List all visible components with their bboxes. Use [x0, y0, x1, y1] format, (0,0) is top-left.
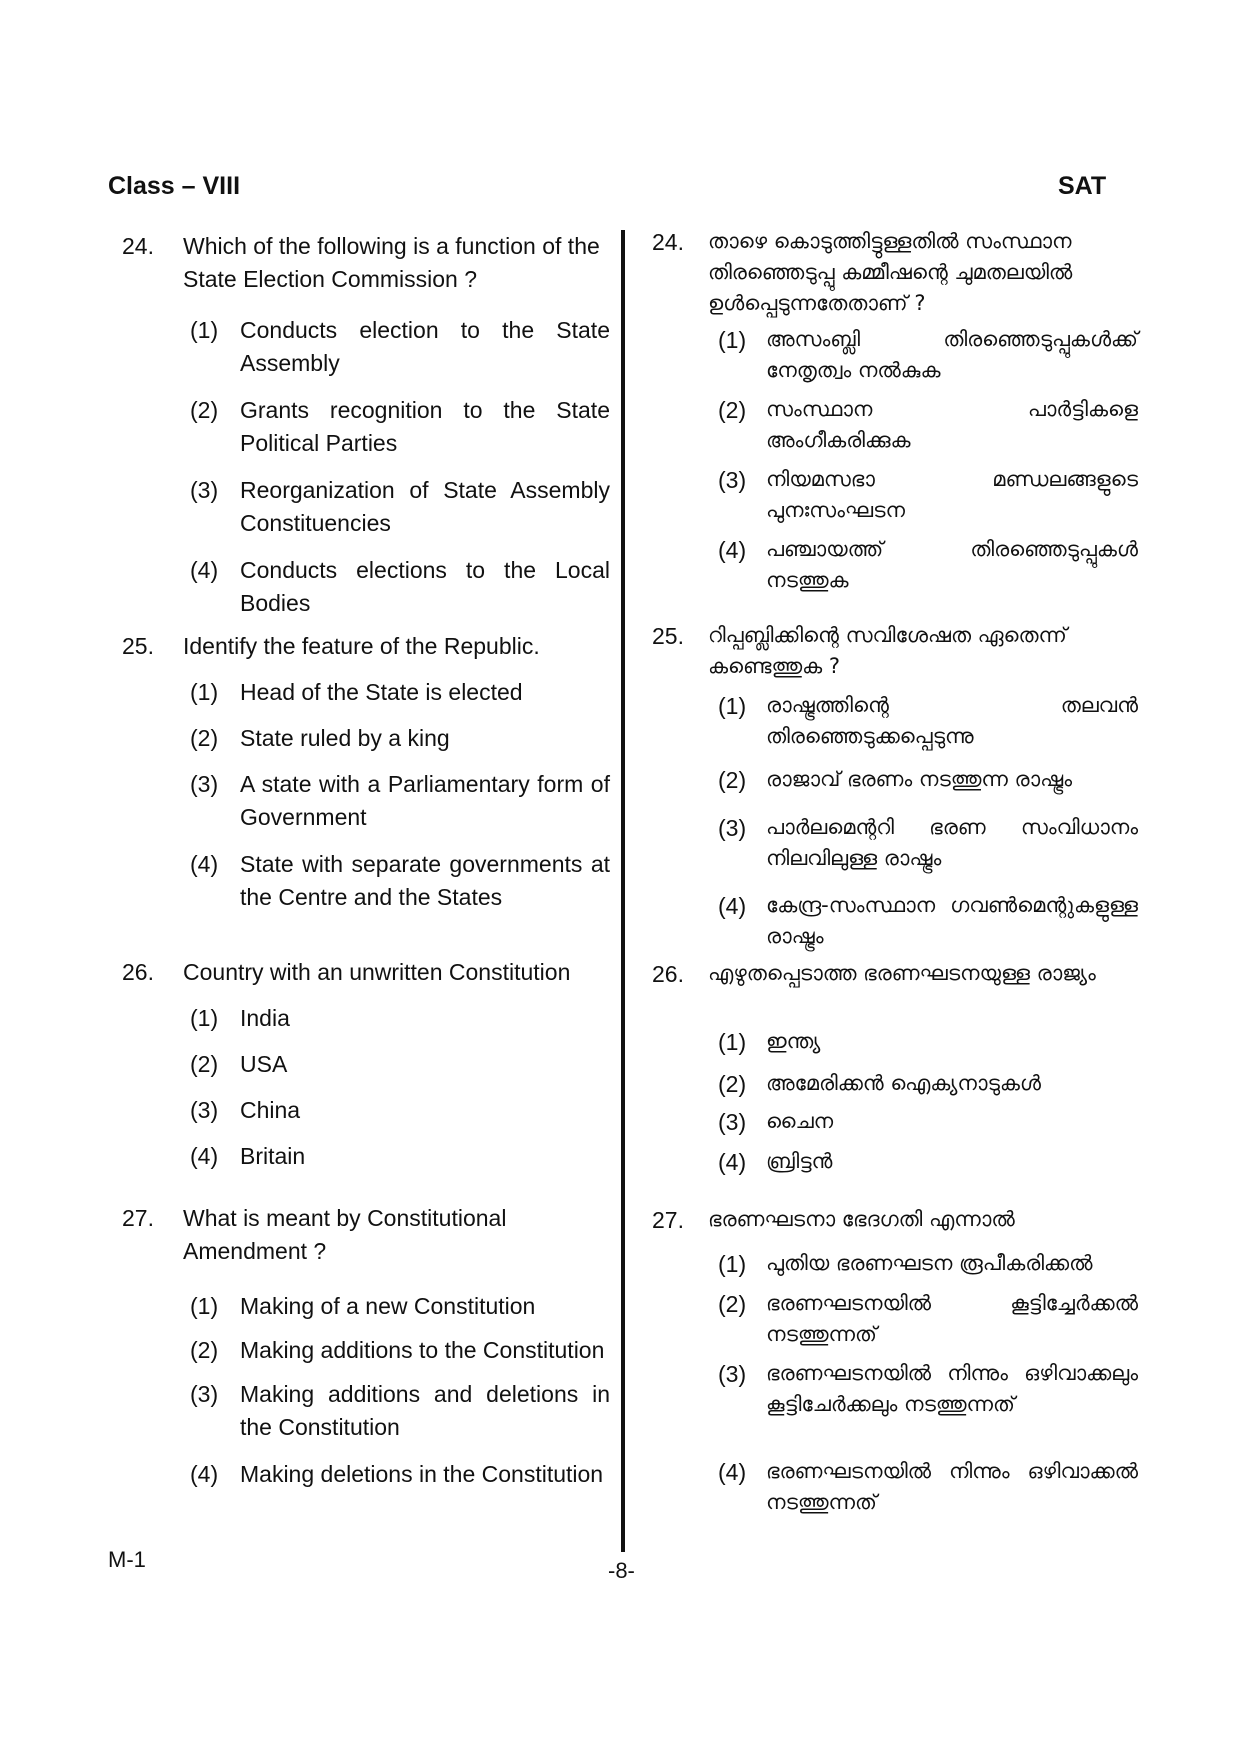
question-text: എഴുതപ്പെടാത്ത ഭരണഘടനയുള്ള രാജ്യം: [708, 961, 1096, 985]
option-number: (3): [190, 1381, 219, 1407]
option-number: (3): [190, 477, 219, 503]
footer-code: M-1: [108, 1547, 146, 1572]
option-number: (1): [190, 1293, 219, 1319]
option-text: അമേരിക്കൻ ഐക്യനാടുകൾ: [766, 1071, 1041, 1095]
question-number: 24.: [122, 233, 154, 259]
option-text: പാർലമെന്ററി ഭരണ സംവിധാനം നിലവിലുള്ള രാഷ്ട്രം: [766, 815, 1138, 870]
question-text: Identify the feature of the Republic.: [183, 633, 540, 659]
option-number: (1): [718, 1029, 747, 1055]
question-text: താഴെ കൊടുത്തിട്ടുള്ളതിൽ സംസ്ഥാന തിരഞ്ഞെടുപ്പു കമ്മീഷന്റെ ചുമതലയിൽ ഉൾപ്പെടുന്നതേതാണ് ?: [708, 229, 1073, 315]
option-number: (2): [190, 1337, 219, 1363]
option-text: Conducts elections to the Local Bodies: [240, 557, 610, 616]
option-text: Grants recognition to the State Political Parties: [240, 397, 610, 456]
option-text: Making deletions in the Constitution: [240, 1461, 604, 1487]
option-number: (4): [718, 1149, 747, 1175]
question-text: ഭരണഘടനാ ഭേദഗതി എന്നാൽ: [708, 1207, 1015, 1231]
option-text: Britain: [240, 1143, 306, 1169]
option-text: USA: [240, 1051, 288, 1077]
option-number: (4): [190, 851, 219, 877]
class-label: Class – VIII: [108, 172, 241, 200]
option-text: Head of the State is elected: [240, 679, 523, 705]
option-text: ഭരണഘടനയിൽ നിന്നും ഒഴിവാക്കലും കൂട്ടിചേർക്കലും നടത്തുന്നത്: [766, 1361, 1138, 1416]
option-text: India: [240, 1005, 290, 1031]
option-number: (4): [190, 557, 219, 583]
option-text: Reorganization of State Assembly Constituencies: [240, 477, 610, 536]
option-number: (1): [718, 327, 747, 353]
option-number: (4): [718, 537, 747, 563]
option-text: രാജാവ് ഭരണം നടത്തുന്ന രാഷ്ട്രം: [766, 767, 1073, 791]
option-text: അസംബ്ലി തിരഞ്ഞെടുപ്പുകൾക്ക് നേതൃത്വം നൽകുക: [766, 327, 1138, 382]
option-text: Making additions and deletions in the Constitution: [240, 1381, 610, 1440]
option-number: (3): [718, 1361, 747, 1387]
option-number: (2): [718, 1071, 747, 1097]
option-number: (1): [718, 1251, 747, 1277]
option-number: (4): [190, 1461, 219, 1487]
question-number: 27.: [122, 1205, 154, 1231]
option-text: ഭരണഘടനയിൽ നിന്നും ഒഴിവാക്കൽ നടത്തുന്നത്: [766, 1459, 1138, 1514]
option-text: China: [240, 1097, 301, 1123]
question-number: 25.: [122, 633, 154, 659]
question-text: റിപ്പബ്ലിക്കിന്റെ സവിശേഷത ഏതെന്ന് കണ്ടെത്തുക ?: [708, 623, 1067, 678]
option-text: പുതിയ ഭരണഘടന രൂപീകരിക്കൽ: [766, 1251, 1093, 1275]
option-text: ഭരണഘടനയിൽ കൂട്ടിച്ചേർക്കൽ നടത്തുന്നത്: [766, 1291, 1138, 1346]
exam-label: SAT: [1058, 172, 1107, 200]
question-text: Country with an unwritten Constitution: [183, 959, 571, 985]
option-text: സംസ്ഥാന പാർട്ടികളെ അംഗീകരിക്കുക: [766, 397, 1138, 452]
option-text: കേന്ദ്ര-സംസ്ഥാന ഗവൺമെന്റുകളുള്ള രാഷ്ട്രം: [766, 893, 1138, 948]
option-number: (2): [190, 1051, 219, 1077]
option-text: Making additions to the Constitution: [240, 1337, 605, 1363]
question-number: 26.: [122, 959, 154, 985]
option-text: State with separate governments at the Centre and the States: [240, 851, 610, 910]
option-number: (2): [190, 397, 219, 423]
question-number: 25.: [652, 623, 684, 649]
question-number: 24.: [652, 229, 684, 255]
option-text: ചൈന: [766, 1109, 834, 1133]
option-number: (1): [190, 317, 219, 343]
option-text: A state with a Parliamentary form of Government: [240, 771, 610, 830]
option-text: ഇന്ത്യ: [766, 1029, 821, 1053]
option-text: പഞ്ചായത്ത് തിരഞ്ഞെടുപ്പുകൾ നടത്തുക: [766, 537, 1138, 592]
option-number: (3): [718, 815, 747, 841]
option-number: (1): [190, 679, 219, 705]
option-number: (3): [190, 1097, 219, 1123]
question-number: 27.: [652, 1207, 684, 1233]
option-number: (2): [718, 397, 747, 423]
option-number: (2): [718, 1291, 747, 1317]
option-number: (1): [718, 693, 747, 719]
option-text: ബ്രിട്ടൻ: [766, 1149, 833, 1173]
option-number: (1): [190, 1005, 219, 1031]
question-text: What is meant by Constitutional Amendment ?: [183, 1205, 507, 1264]
option-number: (2): [190, 725, 219, 751]
option-text: State ruled by a king: [240, 725, 450, 751]
option-number: (3): [718, 1109, 747, 1135]
page-number: -8-: [608, 1558, 635, 1583]
option-text: രാഷ്ട്രത്തിന്റെ തലവൻ തിരഞ്ഞെടുക്കപ്പെടുന്നു: [766, 693, 1138, 748]
option-number: (4): [718, 1459, 747, 1485]
option-number: (4): [190, 1143, 219, 1169]
option-number: (3): [190, 771, 219, 797]
option-text: Making of a new Constitution: [240, 1293, 536, 1319]
option-text: നിയമസഭാ മണ്ഡലങ്ങളുടെ പുനഃസംഘടന: [766, 467, 1138, 522]
question-number: 26.: [652, 961, 684, 987]
option-number: (2): [718, 767, 747, 793]
option-number: (4): [718, 893, 747, 919]
column-divider: [621, 230, 625, 1552]
option-text: Conducts election to the State Assembly: [240, 317, 610, 376]
question-text: Which of the following is a function of the State Election Commission ?: [183, 233, 600, 292]
option-number: (3): [718, 467, 747, 493]
